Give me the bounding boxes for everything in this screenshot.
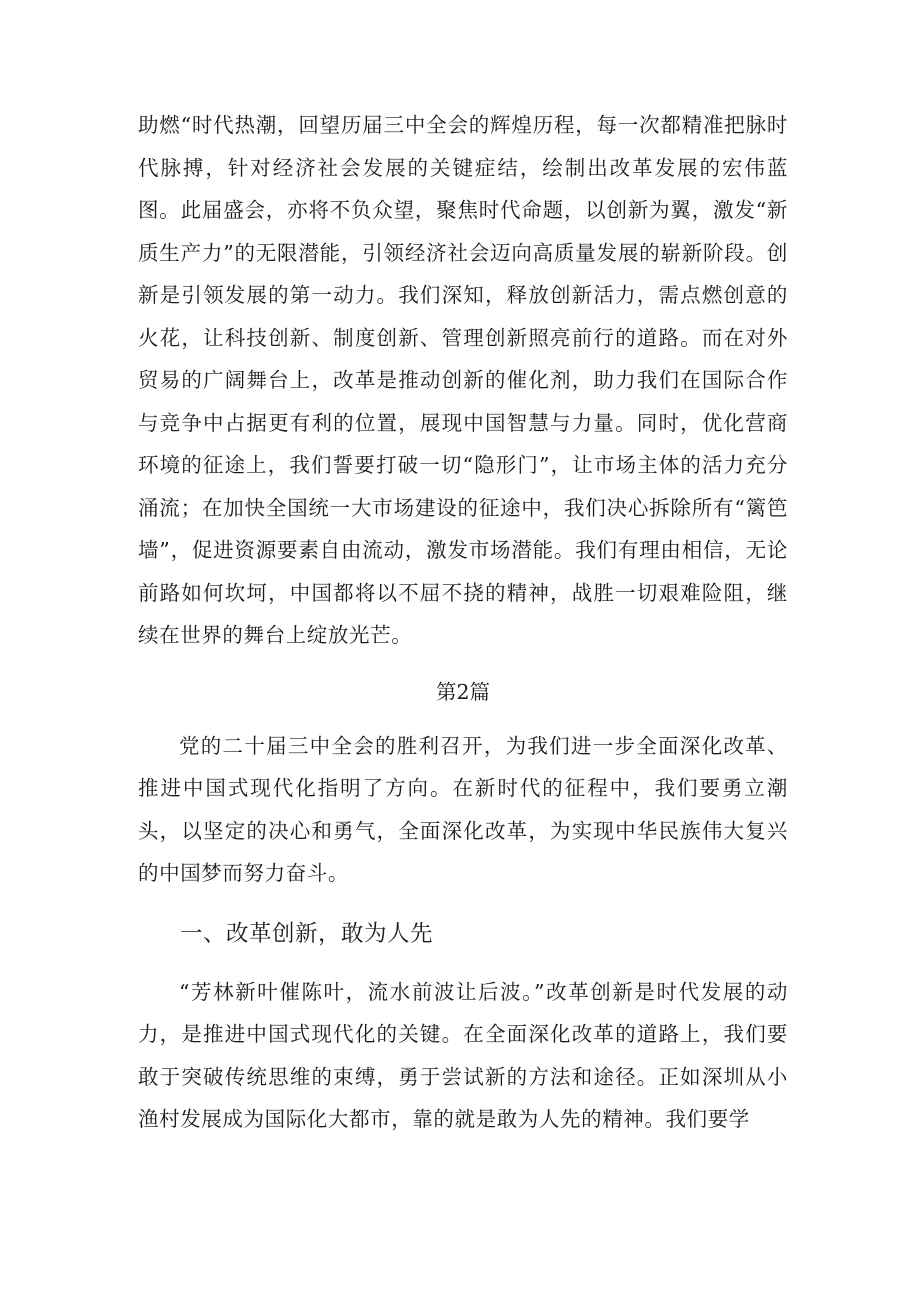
document-page [138,104,788,1141]
body-paragraph-2: 党的二十届三中全会的胜利召开，为我们进一步全面深化改革、推进中国式现代化指明了方向。在新时代的征程中，我们要勇立潮头，以坚定的决心和勇气，全面深化改革，为实现中华民族伟大复兴的中国梦而努力奋斗。 [138,733,788,885]
body-paragraph-3: “芳林新叶催陈叶，流水前波让后波。”改革创新是时代发展的动力，是推进中国式现代化的关键。在全面深化改革的道路上，我们要敢于突破传统思维的束缚，勇于尝试新的方法和途径。正如深圳从小渔村发展成为国际化大都市，靠的就是敢为人先的精神。我们要学 [138,979,788,1131]
subheading: 一、改革创新，敢为人先 [180,920,434,947]
section-title: 第2篇 [435,679,491,704]
body-paragraph-1: 助燃“时代热潮，回望历届三中全会的辉煌历程，每一次都精准把脉时代脉搏，针对经济社会发展的关键症结，绘制出改革发展的宏伟蓝图。此届盛会，亦将不负众望，聚焦时代命题，以创新为翼，激发“新质生产力”的无限潜能，引领经济社会迈向高质量发展的崭新阶段。创新是引领发展的第一动力。我们深知，释放创新活力，需点燃创意的火花，让科技创新、制度创新、管理创新照亮前行的道路。而在对外贸易的广阔舞台上，改革是推动创新的催化剂，助力我们在国际合作与竞争中占据更有利的位置，展现中国智慧与力量。同时，优化营商环境的征途上，我们誓要打破一切“隐形门”，让市场主体的活力充分涌流；在加快全国统一大市场建设的征途中，我们决心拆除所有“篱笆墙”，促进资源要素自由流动，激发市场潜能。我们有理由相信，无论前路如何坎坷，中国都将以不屈不挠的精神，战胜一切艰难险阻，继续在世界的舞台上绽放光芒。 [138,113,788,647]
